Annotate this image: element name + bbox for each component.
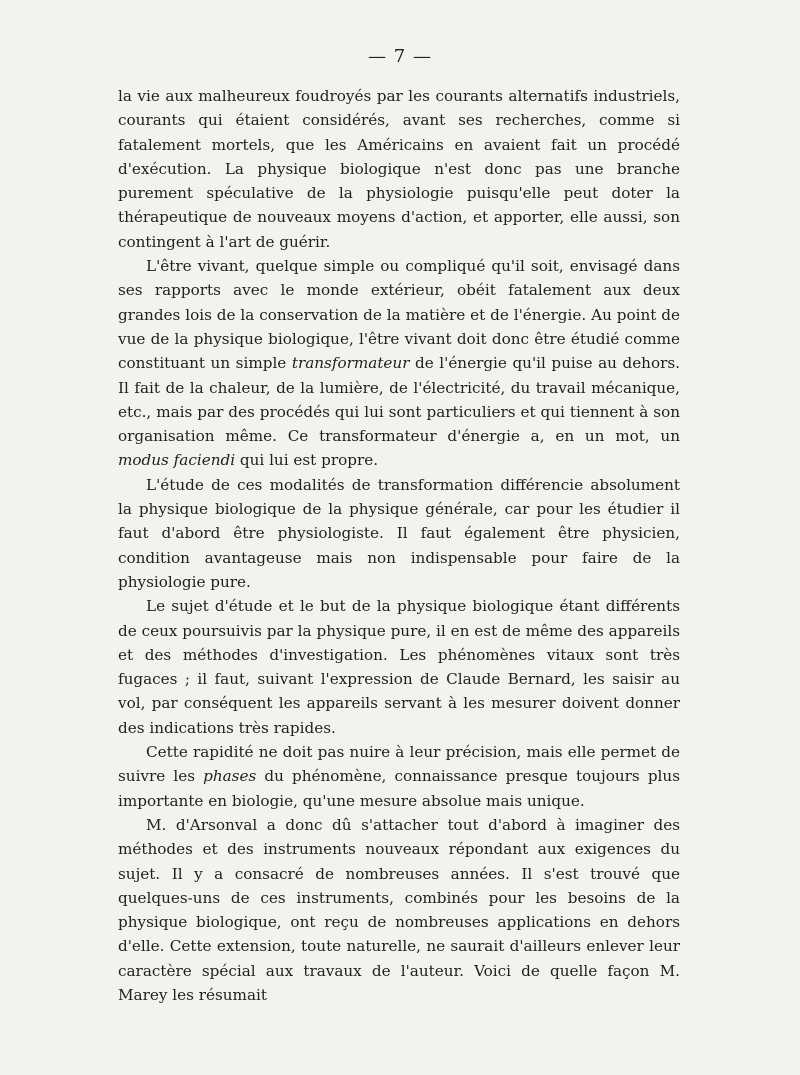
- paragraph-6: M. d'Arsonval a donc dû s'attacher tout d'abord à imaginer des méthodes et des instruments nouveaux répondant aux exigences du sujet. Il y a consacré de nombreuses années. Il s'est trouvé que quelques-uns de ces instruments, combinés pour les besoins de la physique biologique, ont reçu de nombreuses applications en dehors d'elle. Cette extension, toute naturelle, ne saurait d'ailleurs enlever leur caractère spécial aux travaux de l'auteur. Voici de quelle façon M. Marey les résumait: [118, 815, 680, 1004]
- body-text: [118, 84, 680, 1007]
- paragraph-4: Le sujet d'étude et le but de la physique biologique étant différents de ceux poursuivis par la physique pure, il en est de même des appareils et des méthodes d'investigation. Les phénomènes vitaux sont très fugaces ; il faut, suivant l'expression de Claude Bernard, les saisir au vol, par conséquent les appareils servant à les mesurer doivent donner des indications très rapides.: [118, 597, 680, 737]
- paragraph-5: [118, 740, 680, 813]
- page-number: — 7 —: [368, 46, 432, 67]
- paragraph-2-text-end: qui lui est propre.: [235, 451, 379, 470]
- paragraph-2: [118, 254, 680, 473]
- paragraph-2-text-start: L'être vivant, quelque simple ou compliqué qu'il soit, envisagé dans ses rapports avec le monde extérieur, obéit fatalement aux deux grandes lois de la conservation de la matière et de l'énergie. Au point de vue de la physique biologique, l'être vivant doit donc être étudié comme constituant un simple: [118, 257, 680, 373]
- emphasis-transformateur: transformateur: [291, 354, 410, 373]
- emphasis-modus-faciendi: modus faciendi: [118, 451, 236, 470]
- paragraph-3: L'étude de ces modalités de transformation différencie absolument la physique biologique de la physique générale, car pour les étudier il faut d'abord être physiologiste. Il faut également être physicien, condition avantageuse mais non indispensable pour faire de la physiologie pure.: [118, 475, 680, 591]
- emphasis-phases: phases: [203, 767, 257, 786]
- paragraph-5-text-end: du phénomène, connaissance presque toujours plus importante en biologie, qu'une mesure absolue mais unique.: [118, 767, 680, 810]
- paragraph-5-text-start: Cette rapidité ne doit pas nuire à leur précision, mais elle permet de suivre les: [118, 743, 680, 786]
- paragraph-2-text-middle: de l'énergie qu'il puise au dehors. Il fait de la chaleur, de la lumière, de l'électricité, du travail mécanique, etc., mais par des procédés qui lui sont particuliers et qui tiennent à son organisation même. Ce transformateur d'énergie a, en un mot, un: [118, 354, 680, 446]
- paragraph-1: la vie aux malheureux foudroyés par les courants alternatifs industriels, courants qui étaient considérés, avant ses recherches, comme si fatalement mortels, que les Américains en avaient fait un procédé d'exécution. La physique biologique n'est donc pas une branche purement spéculative de la physiologie puisqu'elle peut doter la thérapeutique de nouveaux moyens d'action, et apporter, elle aussi, son contingent à l'art de guérir.: [118, 87, 680, 251]
